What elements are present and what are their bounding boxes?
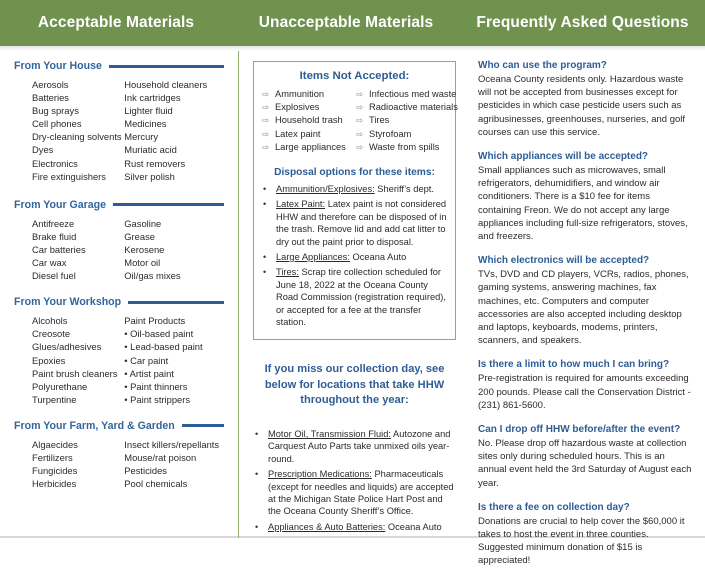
item-column-a [32,438,124,490]
list-item: Alcohols [32,315,68,327]
item-column-b [124,438,230,490]
arrow-right-icon: ⇨ [262,115,270,126]
list-item [255,468,458,518]
list-item: Pesticides [124,465,167,477]
list-item-text [268,521,458,533]
section-rule [109,65,224,68]
list-item: Dyes [32,144,54,156]
list-item: Fertilizers [32,451,73,463]
arrow-right-icon: ⇨ [356,89,364,99]
list-item-label: Ammunition [275,89,325,99]
item-column-b [124,217,230,282]
faq-answer: TVs, DVD and CD players, VCRs, radios, phones, gaming systems, answering machines, fax machines, etc. Computers and computer accessories are also accepted including desktop and laptops, keyboards, modems, printers, scanners, and speakers. [478,269,689,347]
list-item-text [268,468,458,518]
section-rule [113,203,224,206]
list-item-body: Oceana Auto [349,252,407,263]
list-item-body: Pharmaceuticals (except for needles and liquids) are accepted at the Michigan State Police Hart Post and the Oceana County Sheriff’s Office. [268,469,454,517]
list-item: Dry-cleaning solvents [32,131,122,143]
list-item-body: Autozone and Carquest Auto Parts take unmixed oils year-round. [268,428,451,464]
section-item-lists [10,78,230,183]
disposal-options-title: Disposal options for these items: [274,167,435,179]
list-item: Silver polish [124,170,175,182]
section-title: From Your House [14,60,102,72]
header-faq: Frequently Asked Questions [476,14,689,31]
faq-answer: Oceana County residents only. Hazardous waste will not be accepted from businesses except for pesticides in which case pesticide users such as agribusinesses, greenhouses, nurseries, and golf courses can use this service. [478,74,686,138]
list-item-body: Oceana Auto [385,521,442,532]
section-title: From Your Garage [14,198,107,211]
year-round-locations-list [249,428,460,533]
list-item [356,114,450,127]
item-column-a [32,78,124,183]
list-item: Lighter fluid [124,105,173,117]
list-item: Herbicides [32,478,77,490]
items-not-accepted-title: Items Not Accepted: [299,70,410,82]
bullet-icon: • [255,521,259,532]
list-item [255,428,458,465]
list-item: Insect killers/repellants [124,438,220,450]
list-item: Car wax [32,257,67,269]
faq-question: Which appliances will be accepted? [478,151,649,163]
list-item: Motor oil [124,257,161,269]
header-acceptable-materials: Acceptable Materials [37,14,195,31]
section-from-your-garage [10,199,230,282]
list-item: Brake fluid [32,230,77,242]
spacer [10,282,230,296]
list-item: Ink cartridges [124,92,181,104]
disposal-options-list [259,183,450,328]
faq-answer: No. Please drop off hazardous waste at collection sites only during scheduled hours. This is an annual event held the 3rd Saturday of August each year. [478,438,692,489]
section-item-lists [10,438,230,490]
list-item [356,128,450,141]
header-unacceptable-materials: Unacceptable Materials [258,14,434,31]
faq-question: Can I drop off HHW before/after the event? [478,424,681,436]
bullet-icon: • [263,252,267,263]
list-item: Mouse/rat poison [124,451,197,463]
section-item-lists [10,217,230,282]
list-item-label: Tires: [276,267,299,278]
list-item: Algaecides [32,438,78,450]
bullet-icon: • [263,184,267,195]
list-item: Paint Products [124,315,186,327]
faq-question: Who can use the program? [478,60,607,71]
list-item: • Oil-based paint [124,328,194,340]
faq-question: Which electronics will be accepted? [478,255,650,267]
items-not-accepted-box [253,61,456,340]
list-item: Electronics [32,157,78,169]
section-from-your-house [10,60,230,183]
list-item-label: Styrofoam [369,128,412,139]
list-item-text [276,251,448,263]
arrow-right-icon: ⇨ [262,141,270,152]
list-item-label: Prescription Medications: [268,469,372,480]
bullet-icon: • [255,428,259,439]
list-item-text [268,428,458,465]
list-item: Car batteries [32,243,86,255]
list-item-body: Latex paint is not considered HHW and therefore can be disposed of in the trash. Remove lid and add cat litter to dry out the paint prior to disposal. [276,199,447,247]
list-item [255,521,458,533]
list-item-label: Appliances & Auto Batteries: [268,521,386,532]
list-item: Paint brush cleaners [32,367,118,379]
list-item-label: Latex paint [275,128,321,139]
faq-column [466,51,705,567]
arrow-right-icon: ⇨ [356,128,364,139]
list-item: Bug sprays [32,105,79,117]
list-item: Household cleaners [124,79,208,90]
list-item: Fire extinguishers [32,170,106,182]
item-column-b [124,78,230,183]
list-item-label: Latex Paint: [276,199,326,210]
list-item: Epoxies [32,354,66,366]
arrow-right-icon: ⇨ [356,115,364,126]
not-accepted-column-left [262,88,356,154]
list-item: Cell phones [32,118,82,130]
list-item: Mercury [124,131,159,143]
list-item-label: Motor Oil, Transmission Fluid: [268,428,391,439]
section-title: From Your Farm, Yard & Garden [14,419,175,432]
list-item [262,128,356,141]
list-item: Glues/adhesives [32,341,102,353]
item-column-a [32,217,124,282]
list-item: Polyurethane [32,380,88,392]
list-item: Diesel fuel [32,270,76,282]
list-item-label: Explosives [275,102,320,113]
bullet-icon: • [255,469,259,480]
list-item-label: Large Appliances: [276,252,350,263]
list-item: Medicines [124,118,167,130]
faq-question: Is there a fee on collection day? [478,501,630,513]
list-item-text [276,198,448,248]
faq-answer: Pre-registration is required for amounts exceeding 200 pounds. Please call the Conservation District - (231) 861-5600. [478,373,691,411]
list-item [263,251,448,263]
list-item: Kerosene [124,243,165,255]
list-item-body: Scrap tire collection scheduled for June 18, 2022 at the Oceana County Road Commission (registration required), or accepted for a fee at the transfer station. [276,267,446,328]
list-item: Rust removers [124,157,186,169]
list-item: Pool chemicals [124,478,188,490]
miss-collection-day-title: If you miss our collection day, see below for locations that take HHW throughout the year: [264,363,445,407]
list-item: • Artist paint [124,367,174,379]
spacer [10,183,230,199]
section-header-band [0,0,705,46]
arrow-right-icon: ⇨ [262,102,270,113]
list-item-label: Tires [369,115,390,126]
faq-question: Is there a limit to how much I can bring? [478,359,670,371]
acceptable-materials-column [0,51,238,538]
faq-item [478,501,693,568]
list-item [263,266,448,328]
list-item: • Paint strippers [124,393,191,405]
list-item [356,88,457,101]
item-column-a [32,314,124,406]
list-item: Antifreeze [32,217,75,229]
list-item: Turpentine [32,393,77,405]
list-item-text [276,183,448,195]
list-item [356,141,450,154]
list-item: Muriatic acid [124,144,177,156]
section-from-your-farm-yard-garden [10,420,230,490]
faq-item [478,59,693,139]
section-heading [14,420,230,432]
bullet-icon: • [263,267,267,278]
faq-item [478,150,693,243]
section-rule [128,301,224,304]
list-item-body: Sheriff’s dept. [374,184,434,195]
not-accepted-column-right [356,88,458,154]
list-item: • Paint thinners [124,380,188,392]
section-heading [14,296,230,308]
list-item-label: Large appliances [275,141,346,152]
list-item-label: Waste from spills [369,141,440,152]
list-item: • Car paint [124,354,169,366]
list-item-text [276,266,448,328]
list-item [263,183,448,195]
list-item: Creosote [32,328,71,340]
list-item [262,88,356,101]
list-item-label: Ammunition/Explosives: [276,184,375,195]
list-item-label: Infectious med waste [369,89,457,99]
three-column-body [0,51,705,567]
list-item [263,198,448,248]
list-item: Batteries [32,92,69,104]
list-item: • Lead-based paint [124,341,203,353]
list-item [262,114,356,127]
section-rule [182,424,224,427]
list-item [262,141,356,154]
item-column-b [124,314,230,406]
unacceptable-materials-column [238,51,466,538]
list-item-label: Household trash [275,115,343,126]
list-item: Oil/gas mixes [124,270,181,282]
spacer [10,406,230,420]
faq-item [478,423,693,490]
faq-answer: Donations are crucial to help cover the $60,000 it takes to host the event in three counties. Suggested minimum donation of $15 is appreciated! [478,515,685,567]
section-item-lists [10,314,230,406]
faq-item [478,358,693,412]
faq-item [478,254,693,347]
list-item-label: Radioactive materials [369,102,458,113]
arrow-right-icon: ⇨ [262,89,270,99]
arrow-right-icon: ⇨ [262,128,270,139]
list-item [262,101,356,114]
list-item [356,101,458,114]
section-title: From Your Workshop [14,296,122,309]
list-item: Aerosols [32,79,69,90]
section-from-your-workshop [10,296,230,406]
list-item: Gasoline [124,217,162,229]
list-item: Fungicides [32,465,78,477]
section-heading [14,199,230,211]
bullet-icon: • [263,199,267,210]
section-heading [14,60,230,72]
arrow-right-icon: ⇨ [356,141,364,152]
arrow-right-icon: ⇨ [356,102,364,113]
faq-answer: Small appliances such as microwaves, small refrigerators, dehumidifiers, and window air conditioners. There is a $10 fee for items containing Freon. We do not accept any large appliances including full-size refrigerators, stoves, and freezers. [478,165,688,243]
list-item: Grease [124,230,156,242]
items-not-accepted-grid [259,88,458,154]
